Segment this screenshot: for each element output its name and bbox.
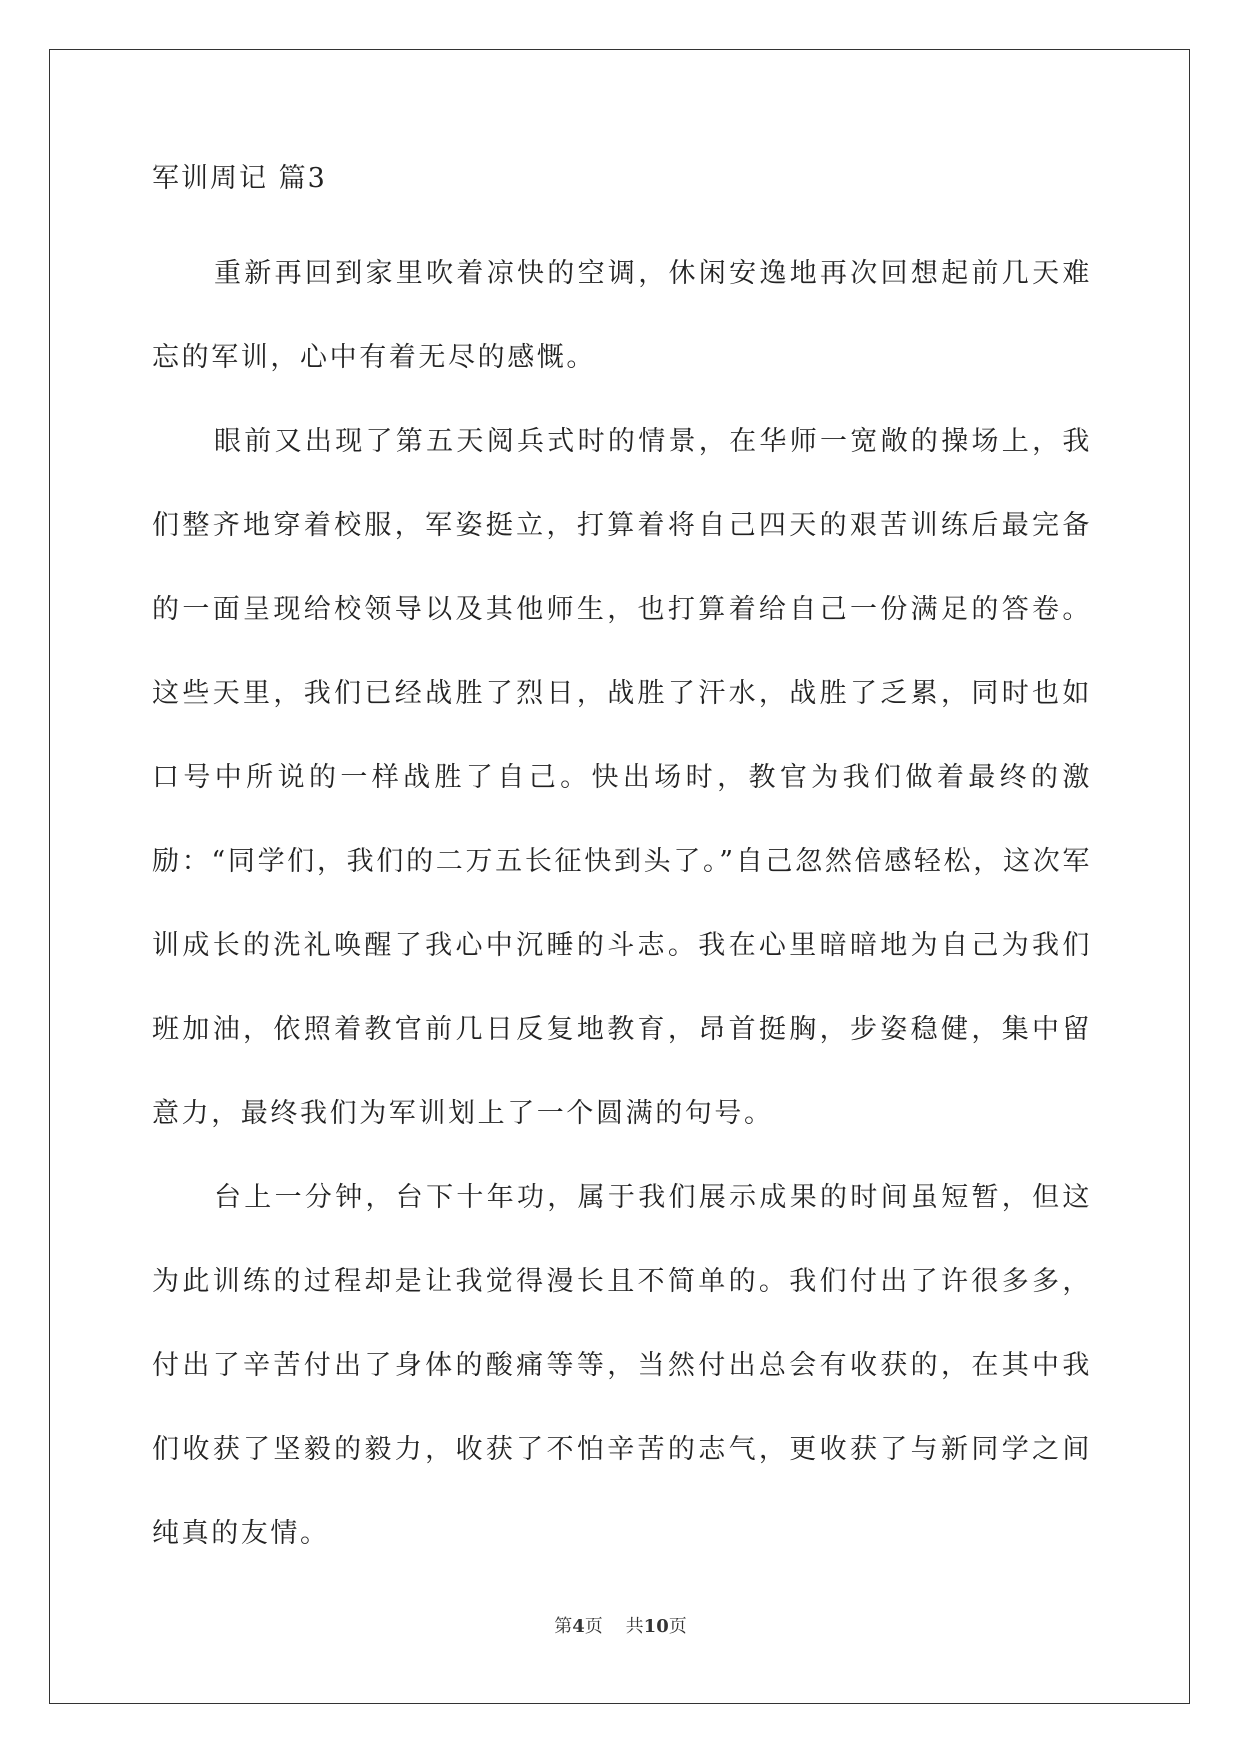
paragraph-1: 重新再回到家里吹着凉快的空调，休闲安逸地再次回想起前几天难忘的军训，心中有着无尽的感慨。 [152, 258, 1092, 373]
document-title: 军训周记 篇3 [152, 163, 327, 194]
paragraph-3: 台上一分钟，台下十年功，属于我们展示成果的时间虽短暂，但这为此训练的过程却是让我觉得漫长且不简单的。我们付出了许很多多，付出了辛苦付出了身体的酸痛等等，当然付出总会有收获的，在其中我们收获了坚毅的毅力，收获了不怕辛苦的志气，更收获了与新同学之间纯真的友情。 [152, 1182, 1092, 1549]
page-total-number: 10 [643, 1616, 669, 1637]
total-label-prefix: 共 [625, 1616, 644, 1637]
page-label-prefix: 第 [554, 1616, 573, 1637]
total-label-suffix: 页 [668, 1616, 687, 1637]
page-footer [0, 1612, 1241, 1638]
document-body [152, 160, 1092, 1576]
page-label-suffix: 页 [584, 1616, 603, 1637]
paragraph-2: 眼前又出现了第五天阅兵式时的情景，在华师一宽敞的操场上，我们整齐地穿着校服，军姿挺立，打算着将自己四天的艰苦训练后最完备的一面呈现给校领导以及其他师生，也打算着给自己一份满足的答卷。这些天里，我们已经战胜了烈日，战胜了汗水，战胜了乏累，同时也如口号中所说的一样战胜了自己。快出场时，教官为我们做着最终的激励：“同学们，我们的二万五长征快到头了。”自己忽然倍感轻松，这次军训成长的洗礼唤醒了我心中沉睡的斗志。我在心里暗暗地为自己为我们班加油，依照着教官前几日反复地教育，昂首挺胸，步姿稳健，集中留意力，最终我们为军训划上了一个圆满的句号。 [152, 426, 1092, 1129]
page-current-number: 4 [572, 1616, 585, 1637]
